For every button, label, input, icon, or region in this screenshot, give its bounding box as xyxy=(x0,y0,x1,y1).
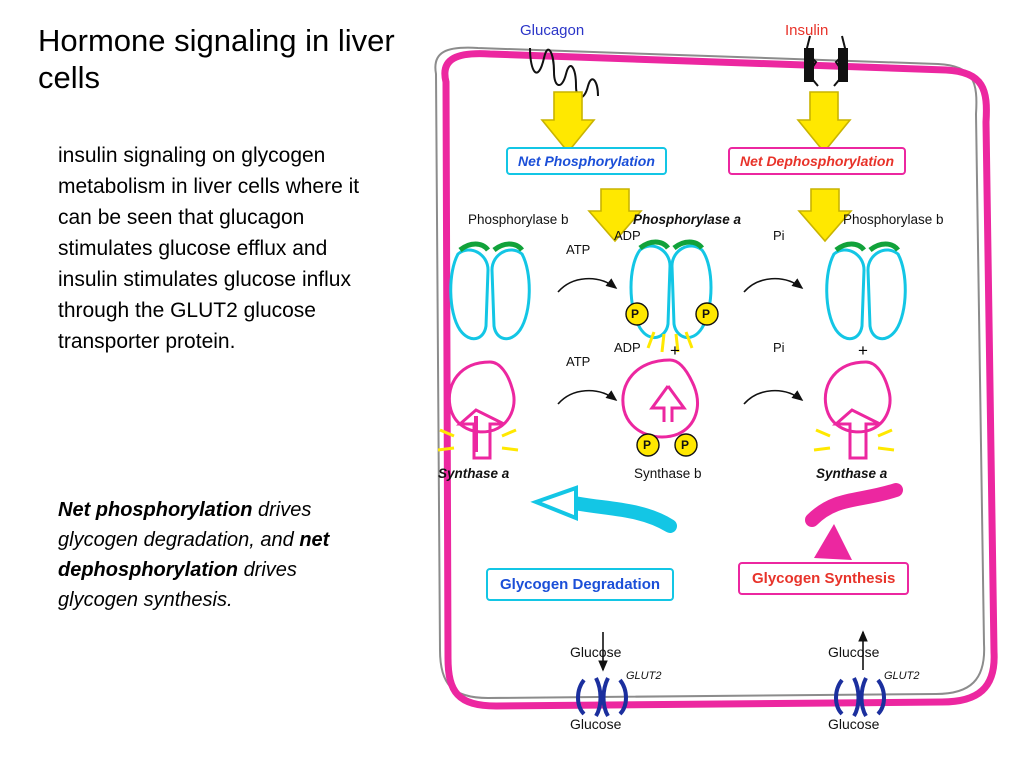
adp-top-label: ADP xyxy=(614,228,641,243)
synthase-a-right-arrow xyxy=(836,410,880,458)
summary-plain-1: drives glycogen degradation, and xyxy=(58,499,312,551)
phosphate-label-3: P xyxy=(643,438,652,452)
phosphorylase-b-left-label: Phosphorylase b xyxy=(468,212,569,227)
arrowhead-synthesis xyxy=(814,524,852,560)
arrow-to-glycogen-synthesis xyxy=(812,490,896,520)
atp-bottom-label: ATP xyxy=(566,354,591,369)
page-title: Hormone signaling in liver cells xyxy=(38,23,395,95)
phosphorylase-b-right-label: Phosphorylase b xyxy=(843,212,944,227)
reaction-arrow-top-left xyxy=(558,279,616,292)
arrowhead-degradation xyxy=(536,488,576,518)
insulin-receptor-tm-right xyxy=(838,48,848,82)
summary-bold-2: net dephosphorylation xyxy=(58,529,330,581)
glucose-outside-right: Glucose xyxy=(828,716,880,732)
phosphorylase-b-left-site xyxy=(460,244,488,250)
arrow-glucagon-to-phosphorylation xyxy=(542,92,594,152)
synthase-a-right-shape xyxy=(825,362,890,432)
plus-sign-1: + xyxy=(670,341,680,360)
signaling-diagram xyxy=(418,4,1024,764)
net-phosphorylation-box[interactable]: Net Phosphorylation xyxy=(506,147,667,175)
summary-paragraph xyxy=(58,495,358,615)
glut2-label-left: GLUT2 xyxy=(626,670,662,682)
glut2-label-right: GLUT2 xyxy=(884,670,920,682)
phosphate-label-1: P xyxy=(631,307,640,321)
net-dephosphorylation-box[interactable]: Net Dephosphorylation xyxy=(728,147,906,175)
synthase-b-shape xyxy=(623,360,698,437)
reaction-arrow-bottom-left xyxy=(558,391,616,404)
glycogen-degradation-box[interactable]: Glycogen Degradation xyxy=(486,568,674,601)
glucose-inside-right: Glucose xyxy=(828,644,880,660)
glucagon-label: Glucagon xyxy=(520,22,585,39)
body-paragraph: insulin signaling on glycogen metabolism in liver cells where it can be seen that glucagon stimulates glucose efflux and insulin stimulates glucose influx through the GLUT2 glucose transporter protein. xyxy=(58,144,360,353)
slide-text-column xyxy=(0,0,420,768)
phosphate-label-2: P xyxy=(702,307,711,321)
arrow-insulin-to-dephosphorylation xyxy=(798,92,850,152)
glut2-transporter-right-icon xyxy=(836,678,884,716)
insulin-receptor-tm-left xyxy=(804,48,814,82)
adp-bottom-label: ADP xyxy=(614,340,641,355)
summary-plain-2: drives glycogen synthesis. xyxy=(58,559,297,611)
glucose-inside-left: Glucose xyxy=(570,644,622,660)
phosphorylase-b-right-shape xyxy=(827,250,906,339)
phosphorylase-a-label: Phosphorylase a xyxy=(633,212,742,227)
pi-top-label: Pi xyxy=(773,228,785,243)
synthase-a-right-label: Synthase a xyxy=(816,466,888,481)
insulin-label: Insulin xyxy=(785,22,829,39)
atp-top-label: ATP xyxy=(566,242,591,257)
synthase-a-left-label: Synthase a xyxy=(438,466,510,481)
glucose-outside-left: Glucose xyxy=(570,716,622,732)
pi-bottom-label: Pi xyxy=(773,340,785,355)
synthase-a-left-arrow xyxy=(460,410,504,458)
diagram-graphics xyxy=(418,4,1024,764)
plus-sign-2: + xyxy=(858,341,868,360)
reaction-arrow-bottom-right xyxy=(744,391,802,404)
reaction-arrow-top-right xyxy=(744,279,802,292)
phosphate-label-4: P xyxy=(681,438,690,452)
phosphorylase-b-right-site1 xyxy=(836,244,864,250)
glycogen-synthesis-box[interactable]: Glycogen Synthesis xyxy=(738,562,909,595)
synthase-a-left-shape xyxy=(449,362,514,452)
phosphorylase-b-left-shape xyxy=(451,250,530,339)
synthase-b-label: Synthase b xyxy=(634,466,702,481)
summary-bold-1: Net phosphorylation xyxy=(58,499,258,521)
